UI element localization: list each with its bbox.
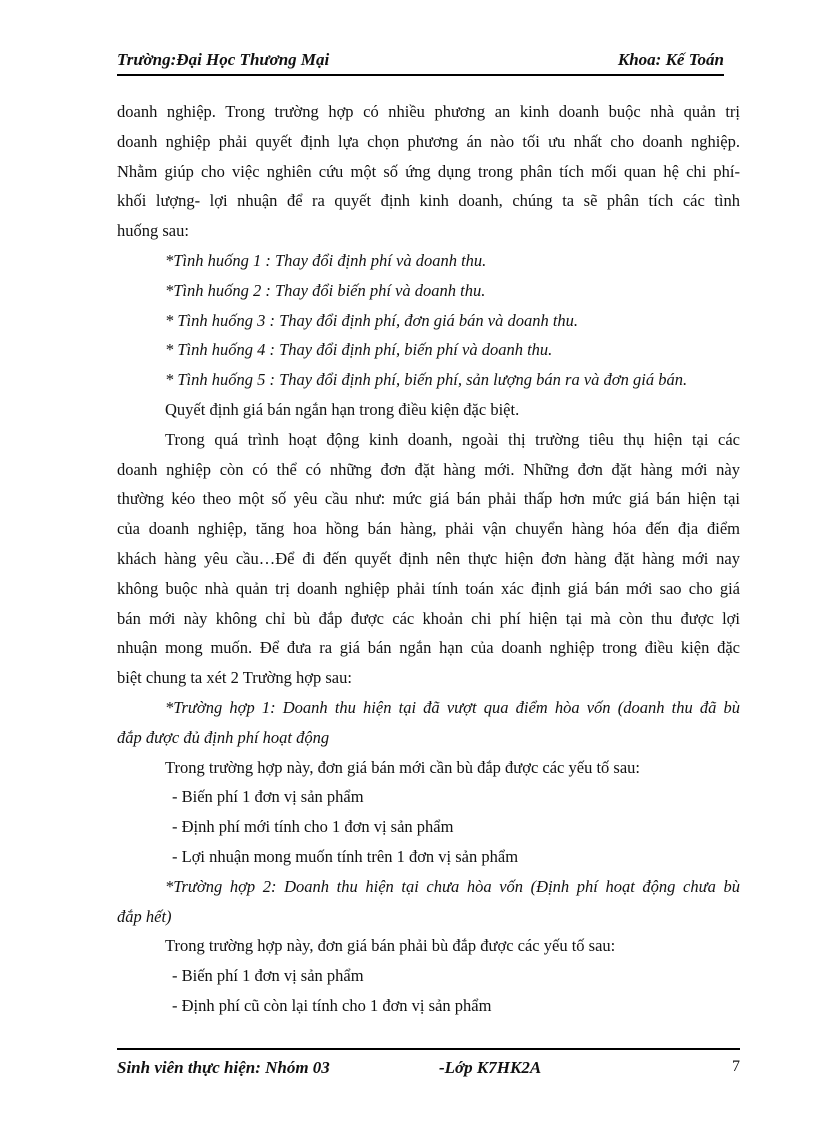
text-line: doanh nghiệp còn có thể có những đơn đặt hàng mới. Những đơn đặt hàng mới này [117, 459, 740, 479]
text-line: biệt chung ta xét 2 Trường hợp sau: [117, 668, 352, 688]
list-item: - Biến phí 1 đơn vị sản phẩm [172, 966, 364, 986]
list-item: - Định phí mới tính cho 1 đơn vị sản phẩm [172, 817, 454, 837]
case-1-heading-cont: đắp được đủ định phí hoạt động [117, 727, 330, 747]
situation-2: *Tình huống 2 : Thay đổi biến phí và doanh thu. [165, 280, 486, 300]
list-item: - Lợi nhuận mong muốn tính trên 1 đơn vị sản phẩm [172, 846, 519, 866]
text-line: không buộc nhà quản trị doanh nghiệp phải tính toán xác định giá bán mới sao cho giá [117, 578, 740, 598]
header-school: Trường:Đại Học Thương Mại [117, 50, 330, 69]
list-item: - Định phí cũ còn lại tính cho 1 đơn vị sản phẩm [172, 995, 492, 1015]
header-faculty: Khoa: Kế Toán [617, 50, 724, 69]
text-line: Nhằm giúp cho việc nghiên cứu một số ứng dụng trong phân tích mối quan hệ chi phí- [117, 161, 740, 181]
footer-author: Sinh viên thực hiện: Nhóm 03 [117, 1058, 330, 1077]
section-heading: Quyết định giá bán ngắn hạn trong điều kiện đặc biệt. [165, 399, 520, 419]
page-footer [117, 1048, 740, 1076]
text-line: khách hàng yêu cầu…Để đi đến quyết định nên thực hiện đơn hàng đặt hàng mới nay [117, 548, 740, 568]
situation-1: *Tình huống 1 : Thay đổi định phí và doanh thu. [165, 250, 487, 270]
text-line: khối lượng- lợi nhuận để ra quyết định kinh doanh, chúng ta sẽ phân tích các tình [117, 191, 740, 211]
text-line: doanh nghiệp. Trong trường hợp có nhiều phương an kinh doanh buộc nhà quản trị [117, 102, 740, 121]
text-line: bán mới này không chỉ bù đắp được các khoản chi phí hiện tại mà còn thu được lợi [117, 608, 740, 628]
page-number: 7 [732, 1058, 740, 1075]
text-line: Trong quá trình hoạt động kinh doanh, ngoài thị trường tiêu thụ hiện tại các [165, 429, 740, 449]
text-line: doanh nghiệp phải quyết định lựa chọn phương án nào tối ưu nhất cho doanh nghiệp. [117, 131, 740, 151]
text-line: của doanh nghiệp, tăng hoa hồng bán hàng, phải vận chuyển hàng hóa đến địa điểm [117, 519, 740, 539]
case-2-heading-cont: đắp hết) [117, 906, 172, 926]
case-1-heading: *Trường hợp 1: Doanh thu hiện tại đã vượt qua điểm hòa vốn (doanh thu đã bù [165, 697, 740, 717]
situation-5: * Tình huống 5 : Thay đổi định phí, biến phí, sản lượng bán ra và đơn giá bán. [165, 370, 688, 390]
list-item: - Biến phí 1 đơn vị sản phẩm [172, 787, 364, 807]
text-line: huống sau: [117, 221, 189, 241]
text-line: nhuận mong muốn. Để đưa ra giá bán ngắn hạn của doanh nghiệp trong điều kiện đặc [117, 638, 740, 658]
page-body [117, 97, 740, 1021]
text-line: Trong trường hợp này, đơn giá bán phải bù đắp được các yếu tố sau: [165, 936, 616, 956]
page-header [117, 50, 724, 76]
text-line: thường kéo theo một số yêu cầu như: mức giá bán phải thấp hơn mức giá bán hiện tại [117, 489, 740, 509]
footer-class: -Lớp K7HK2A [439, 1058, 542, 1077]
case-2-heading: *Trường hợp 2: Doanh thu hiện tại chưa hòa vốn (Định phí hoạt động chưa bù [165, 876, 740, 896]
text-line: Trong trường hợp này, đơn giá bán mới cần bù đắp được các yếu tố sau: [165, 757, 640, 777]
situation-3: * Tình huống 3 : Thay đổi định phí, đơn giá bán và doanh thu. [165, 310, 579, 330]
situation-4: * Tình huống 4 : Thay đổi định phí, biến phí và doanh thu. [165, 340, 553, 360]
